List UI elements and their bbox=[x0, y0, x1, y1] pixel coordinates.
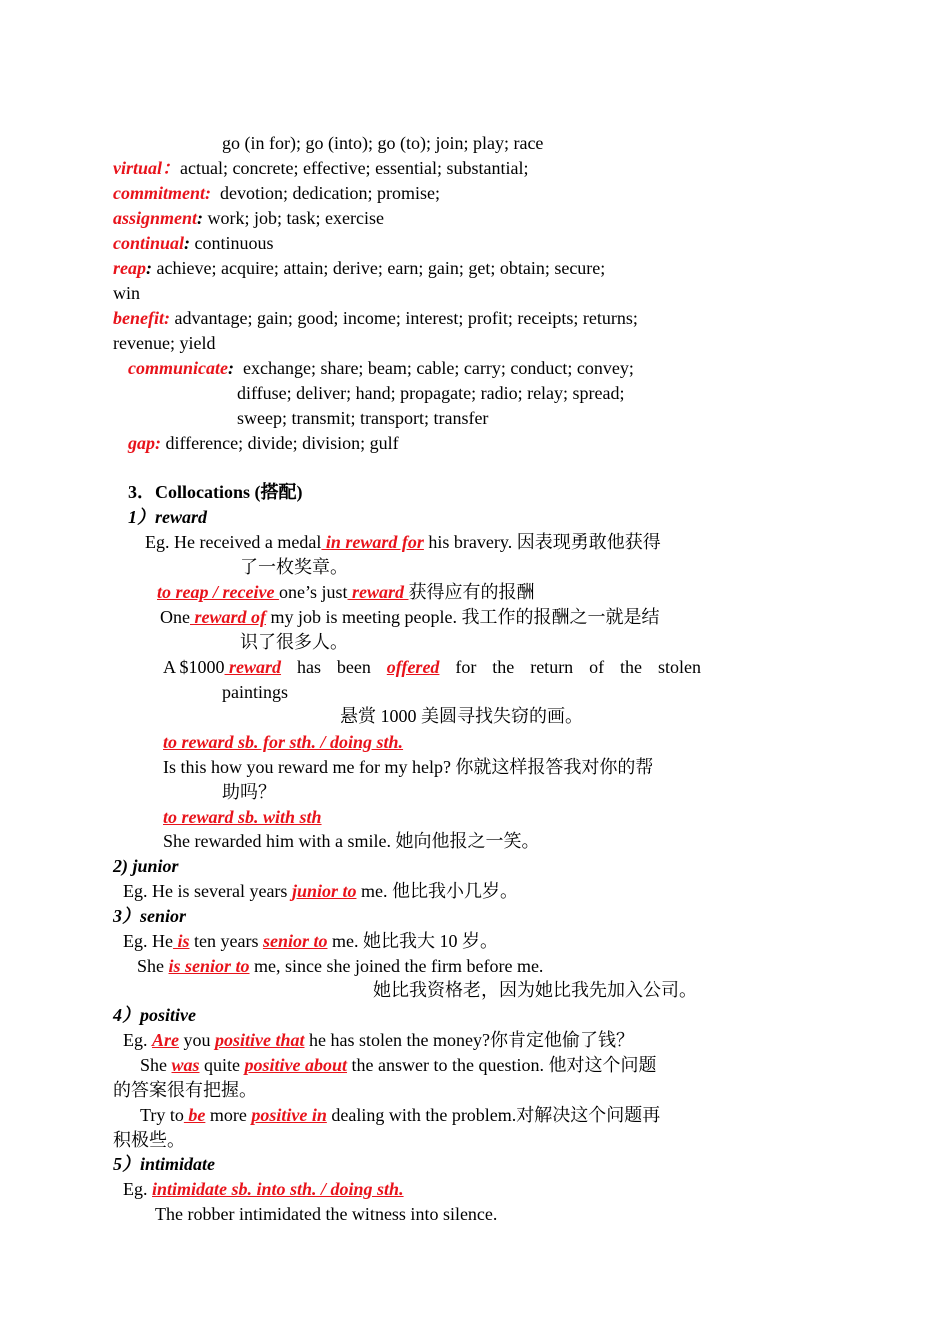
gap-entry bbox=[128, 431, 399, 456]
phrase-group bbox=[163, 655, 281, 680]
phrase: to reap / receive bbox=[157, 582, 279, 602]
reap-entry-cont: win bbox=[113, 283, 140, 303]
keyword: communicate bbox=[128, 358, 228, 378]
keyword: continual bbox=[113, 233, 185, 253]
text: 获得应有的报酬 bbox=[408, 582, 535, 602]
word: stolen bbox=[657, 657, 701, 677]
text: Eg. bbox=[123, 1179, 152, 1199]
positive-example-2 bbox=[140, 1053, 656, 1078]
text: Eg. He bbox=[123, 931, 173, 951]
reward-phrase-3: to reward sb. with sth bbox=[163, 807, 322, 827]
text: he has stolen the money?你肯定他偷了钱？ bbox=[304, 1030, 634, 1050]
communicate-entry-cont: diffuse; deliver; hand; propagate; radio; relay; spread; bbox=[237, 383, 625, 403]
phrase: Are bbox=[152, 1030, 179, 1050]
reward-example-2 bbox=[160, 605, 659, 630]
colon: : bbox=[146, 258, 152, 278]
text: She bbox=[137, 956, 169, 976]
go-line: go (in for); go (into); go (to); join; play; race bbox=[222, 133, 544, 153]
communicate-entry bbox=[128, 356, 634, 381]
keyword: commitment: bbox=[113, 183, 211, 203]
word: for bbox=[455, 657, 477, 677]
text: dealing with the problem.对解决这个问题再 bbox=[326, 1105, 661, 1125]
phrase: positive about bbox=[244, 1055, 348, 1075]
phrase: reward bbox=[224, 657, 282, 677]
assignment-entry bbox=[113, 206, 384, 231]
text: quite bbox=[199, 1055, 245, 1075]
text: the answer to the question. 他对这个问题 bbox=[347, 1055, 657, 1075]
text: me. 他比我小几岁。 bbox=[356, 881, 518, 901]
positive-title: 4）positive bbox=[113, 1005, 196, 1025]
positive-example-3 bbox=[140, 1103, 660, 1128]
junior-title: 2) junior bbox=[113, 856, 179, 876]
synonym-list: continuous bbox=[194, 233, 274, 253]
senior-title: 3）senior bbox=[113, 906, 187, 926]
intimidate-title: 5）intimidate bbox=[113, 1154, 216, 1174]
phrase: reward bbox=[347, 582, 409, 602]
text: A $1000 bbox=[163, 657, 225, 677]
colon: : bbox=[228, 358, 234, 378]
phrase: be bbox=[183, 1105, 206, 1125]
text: Eg. He received a medal bbox=[145, 532, 322, 552]
text: Eg. bbox=[123, 1030, 152, 1050]
phrase: in reward for bbox=[321, 532, 424, 552]
word: the bbox=[492, 657, 515, 677]
reward-example-1 bbox=[145, 530, 661, 555]
colon: : bbox=[184, 233, 191, 253]
section-heading: 3．Collocations (搭配) bbox=[128, 482, 303, 502]
positive-example-3-cont: 积极些。 bbox=[113, 1130, 185, 1150]
phrase: is senior to bbox=[168, 956, 250, 976]
text: Eg. He is several years bbox=[123, 881, 292, 901]
phrase: positive in bbox=[251, 1105, 327, 1125]
word: been bbox=[336, 657, 371, 677]
phrase: junior to bbox=[291, 881, 357, 901]
reward-title: 1）reward bbox=[128, 507, 208, 527]
keyword: assignment bbox=[113, 208, 198, 228]
positive-example-1 bbox=[123, 1028, 634, 1053]
text: my job is meeting people. 我工作的报酬之一就是结 bbox=[266, 607, 660, 627]
synonym-list: achieve; acquire; attain; derive; earn; gain; get; obtain; secure; bbox=[156, 258, 606, 278]
senior-example-2 bbox=[137, 954, 543, 979]
reward-example-4-cont: 助吗？ bbox=[222, 782, 276, 802]
text: ten years bbox=[189, 931, 263, 951]
synonym-list: exchange; share; beam; cable; carry; conduct; convey; bbox=[243, 358, 634, 378]
positive-example-2-cont: 的答案很有把握。 bbox=[113, 1080, 257, 1100]
word: return bbox=[530, 657, 574, 677]
phrase: reward of bbox=[190, 607, 266, 627]
reward-example-3-translation: 悬赏 1000 美圆寻找失窃的画。 bbox=[340, 706, 583, 726]
reward-example-4: Is this how you reward me for my help? 你就这样报答我对你的帮 bbox=[163, 757, 654, 777]
intimidate-example bbox=[123, 1177, 404, 1202]
text: me, since she joined the firm before me. bbox=[249, 956, 544, 976]
text: Try to bbox=[140, 1105, 184, 1125]
virtual-entry bbox=[113, 156, 529, 181]
senior-example-2-translation: 她比我资格老，因为她比我先加入公司。 bbox=[373, 980, 697, 1000]
keyword: reap bbox=[113, 258, 146, 278]
text: One bbox=[160, 607, 190, 627]
senior-example-1 bbox=[123, 929, 498, 954]
word: the bbox=[620, 657, 643, 677]
synonym-list: difference; divide; division; gulf bbox=[165, 433, 399, 453]
phrase: positive that bbox=[215, 1030, 305, 1050]
reward-example-2-cont: 识了很多人。 bbox=[240, 632, 348, 652]
text: his bravery. 因表现勇敢他获得 bbox=[423, 532, 661, 552]
communicate-entry-cont: sweep; transmit; transport; transfer bbox=[237, 408, 489, 428]
synonym-list: advantage; gain; good; income; interest; profit; receipts; returns; bbox=[174, 308, 638, 328]
reward-example-3-cont: paintings bbox=[222, 682, 288, 702]
synonym-list: actual; concrete; effective; essential; substantial; bbox=[180, 158, 529, 178]
junior-example bbox=[123, 879, 518, 904]
word: has bbox=[296, 657, 321, 677]
text: me. 她比我大 10 岁。 bbox=[327, 931, 498, 951]
colon: : bbox=[197, 208, 204, 228]
reward-example-1-cont: 了一枚奖章。 bbox=[240, 557, 348, 577]
keyword: gap: bbox=[128, 433, 161, 453]
keyword: benefit: bbox=[113, 308, 170, 328]
word: of bbox=[589, 657, 605, 677]
reward-phrase-1 bbox=[157, 580, 534, 605]
phrase: offered bbox=[386, 657, 440, 677]
benefit-entry bbox=[113, 306, 638, 331]
text: more bbox=[205, 1105, 252, 1125]
phrase: intimidate sb. into sth. / doing sth. bbox=[152, 1179, 404, 1199]
intimidate-example-sentence: The robber intimidated the witness into silence. bbox=[155, 1204, 498, 1224]
reward-phrase-2: to reward sb. for sth. / doing sth. bbox=[163, 732, 404, 752]
synonym-list: devotion; dedication; promise; bbox=[220, 183, 440, 203]
phrase: is bbox=[172, 931, 190, 951]
phrase: senior to bbox=[262, 931, 328, 951]
text: She bbox=[140, 1055, 172, 1075]
reward-example-5: She rewarded him with a smile. 她向他报之一笑。 bbox=[163, 831, 540, 851]
keyword: virtual： bbox=[113, 158, 181, 178]
reward-example-3 bbox=[163, 655, 701, 680]
benefit-entry-cont: revenue; yield bbox=[113, 333, 216, 353]
text: one’s just bbox=[278, 582, 348, 602]
phrase: was bbox=[171, 1055, 200, 1075]
continual-entry bbox=[113, 231, 274, 256]
commitment-entry bbox=[113, 181, 440, 206]
reap-entry bbox=[113, 256, 701, 281]
synonym-list: work; job; task; exercise bbox=[207, 208, 384, 228]
text: you bbox=[179, 1030, 215, 1050]
